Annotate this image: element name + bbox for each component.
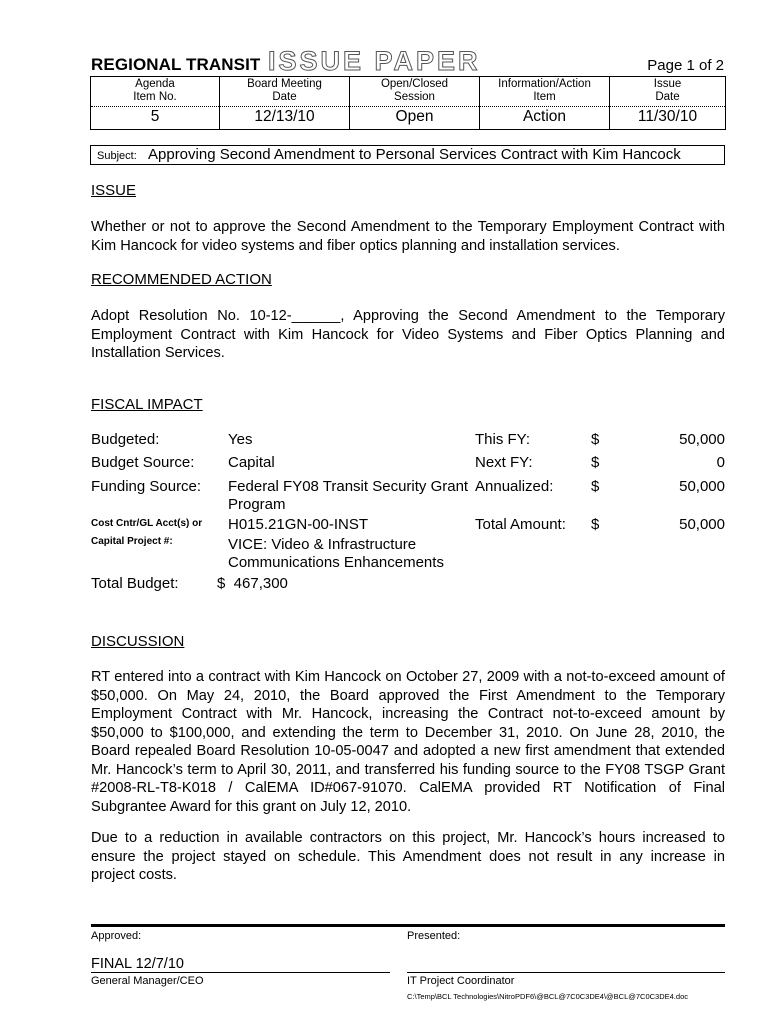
info-action-value: Action [480, 107, 610, 130]
header-org: REGIONAL TRANSIT [91, 55, 261, 74]
funding-source-value-line1: Federal FY08 Transit Security Grant [228, 478, 469, 495]
discussion-line: Mr. Hancock’s term to April 30, 2011, and transferred his funding source to the FY08 TSGP Grant [91, 761, 725, 778]
annualized-currency: $ [591, 478, 600, 495]
annualized-label: Annualized: [475, 478, 554, 495]
page-number: Page 1 of 2 [647, 57, 724, 74]
total-budget-value: $ 467,300 [217, 575, 288, 592]
header-doc-type: ISSUE PAPER [268, 46, 481, 76]
recommended-line: Adopt Resolution No. 10-12-______, Approving the Second Amendment to the Temporary [91, 308, 725, 324]
presented-signature-line [407, 972, 725, 973]
issue-heading: ISSUE [91, 182, 137, 199]
approved-title: General Manager/CEO [91, 975, 204, 987]
session-label: Open/Closed Session [350, 77, 480, 107]
annualized-value: 50,000 [679, 478, 725, 495]
approved-by-value: FINAL 12/7/10 [91, 956, 184, 972]
discussion-line: $50,000 to $100,000, and extending the term to December 31, 2010. On June 28, 2010, the [91, 724, 725, 741]
cost-center-label-line2: Capital Project #: [91, 536, 173, 547]
approved-label: Approved: [91, 930, 142, 942]
this-fy-value: 50,000 [679, 431, 725, 448]
recommended-line: Employment Contract with Kim Hancock for Video Systems and Fiber Optics Planning and [91, 326, 725, 343]
discussion-line: RT entered into a contract with Kim Hancock on October 27, 2009 with a not-to-exceed amount of [91, 669, 725, 685]
discussion-paragraph-2 [91, 829, 725, 885]
info-action-label: Information/Action Item [480, 77, 610, 107]
total-amount-label: Total Amount: [475, 516, 566, 533]
total-amount-value: 50,000 [679, 516, 725, 533]
cost-center-value-line1: H015.21GN-00-INST [228, 516, 369, 533]
discussion-heading: DISCUSSION [91, 633, 185, 650]
funding-source-label: Funding Source: [91, 478, 202, 495]
this-fy-currency: $ [591, 431, 600, 448]
discussion-line: Subgrantee Award for this grant on July 12, 2010. [91, 798, 412, 815]
issue-paragraph [91, 218, 725, 255]
recommended-action-paragraph [91, 307, 725, 363]
funding-source-value-line2: Program [228, 496, 286, 513]
discussion-line: #2008-RL-T8-K018 / CalEMA ID#067-91070. CalEMA provided RT Notification of Final [91, 780, 725, 796]
discussion-line: ensure the project stayed on schedule. This Amendment does not result in any increase in [91, 848, 725, 865]
total-amount-currency: $ [591, 516, 600, 533]
cost-center-value-line2: VICE: Video & Infrastructure [228, 536, 417, 553]
subject-label: Subject: [97, 150, 137, 162]
next-fy-value: 0 [716, 454, 725, 471]
budget-source-value: Capital [228, 454, 275, 471]
this-fy-label: This FY: [475, 431, 531, 448]
discussion-paragraph-1 [91, 668, 725, 816]
next-fy-label: Next FY: [475, 454, 533, 471]
presented-label: Presented: [407, 930, 461, 942]
issue-line: Whether or not to approve the Second Amendment to the Temporary Employment Contract with [91, 219, 725, 235]
recommended-action-heading: RECOMMENDED ACTION [91, 271, 272, 288]
budgeted-label: Budgeted: [91, 431, 160, 448]
fiscal-impact-heading: FISCAL IMPACT [91, 396, 203, 413]
issue-date-value: 11/30/10 [610, 107, 726, 130]
file-path-footer: C:\Temp\BCL Technologies\NitroPDF6\@BCL@7C0C3DE4\@BCL@7C0C3DE4.doc [407, 992, 688, 1001]
signature-divider [91, 924, 725, 927]
agenda-item-value: 5 [91, 107, 220, 130]
board-meeting-date-label: Board Meeting Date [220, 77, 350, 107]
discussion-line: Employment Contract with Mr. Hancock, increasing the Contract not-to-exceed amount by [91, 706, 725, 722]
issue-line: Kim Hancock for video systems and fiber optics planning and installation services. [91, 237, 620, 254]
recommended-line: Installation Services. [91, 345, 225, 361]
budget-source-label: Budget Source: [91, 454, 195, 471]
cost-center-value-line3: Communications Enhancements [228, 554, 444, 571]
next-fy-currency: $ [591, 454, 600, 471]
presented-title: IT Project Coordinator [407, 975, 515, 987]
agenda-info-table [90, 76, 726, 130]
issue-date-label: Issue Date [610, 77, 726, 107]
discussion-line: Due to a reduction in available contractors on this project, Mr. Hancock’s hours increased to [91, 830, 725, 846]
subject-text: Approving Second Amendment to Personal Services Contract with Kim Hancock [148, 146, 681, 163]
session-value: Open [350, 107, 480, 130]
subject-box [90, 145, 725, 165]
board-meeting-date-value: 12/13/10 [220, 107, 350, 130]
agenda-item-label: Agenda Item No. [91, 77, 220, 107]
cost-center-label-line1: Cost Cntr/GL Acct(s) or [91, 518, 203, 529]
discussion-line: project costs. [91, 867, 177, 883]
discussion-line: Board repealed Board Resolution 10-05-0047 and adopted a new first amendment that extended [91, 743, 725, 759]
approved-signature-line [91, 972, 390, 973]
total-budget-label: Total Budget: [91, 575, 179, 592]
discussion-line: $50,000. On May 24, 2010, the Board approved the First Amendment to the Temporary [91, 687, 725, 704]
budgeted-value: Yes [228, 431, 253, 448]
